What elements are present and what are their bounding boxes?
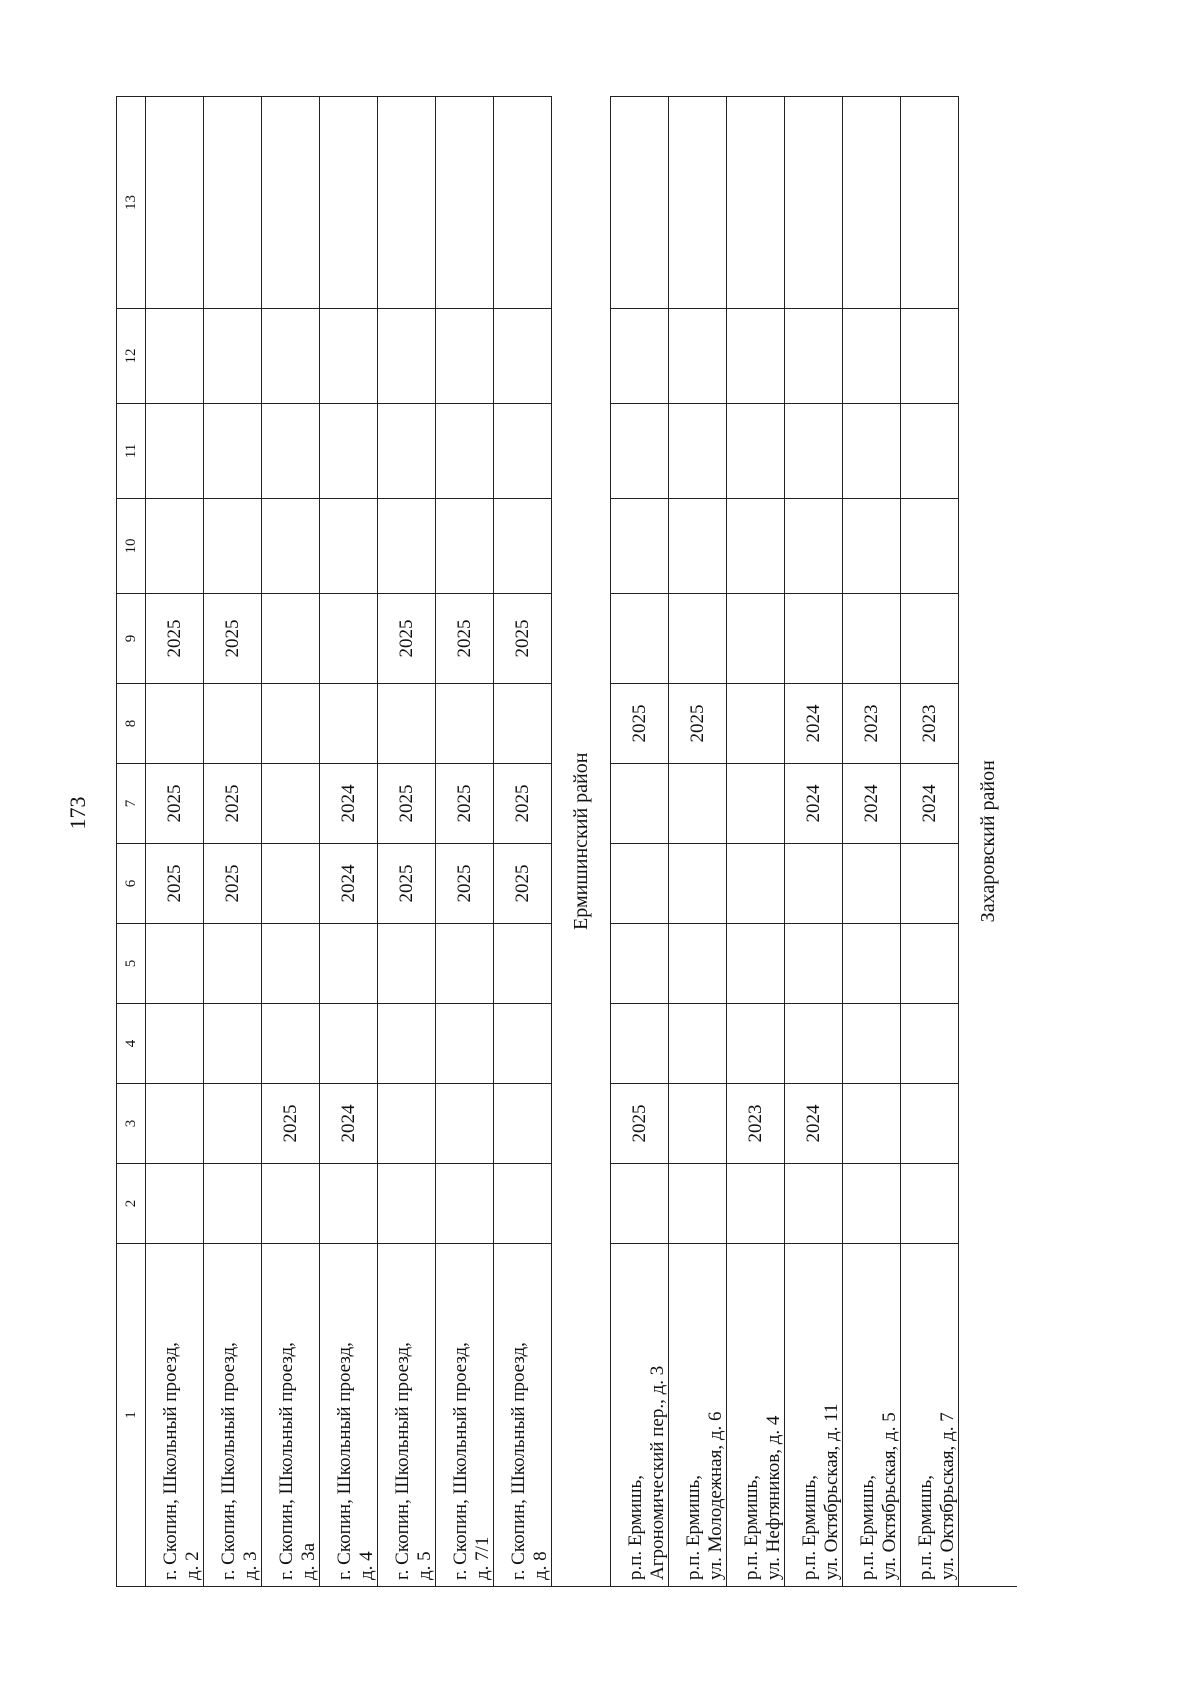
value-cell xyxy=(378,97,436,309)
table-row xyxy=(204,97,262,1587)
value-cell xyxy=(901,924,959,1004)
value-cell: 2024 xyxy=(843,764,901,844)
value-cell: 2025 xyxy=(204,594,262,684)
table-row xyxy=(146,97,204,1587)
value-cell xyxy=(611,309,669,404)
value-cell: 2025 xyxy=(204,844,262,924)
value-cell xyxy=(669,499,727,594)
value-cell xyxy=(669,1084,727,1164)
value-cell xyxy=(320,1004,378,1084)
value-cell xyxy=(204,1084,262,1164)
value-cell xyxy=(785,404,843,499)
value-cell xyxy=(727,1004,785,1084)
value-cell xyxy=(843,97,901,309)
value-cell xyxy=(320,309,378,404)
address-line: р.п. Ермишь, xyxy=(741,1475,763,1580)
value-cell xyxy=(785,924,843,1004)
address-line: ул. Октябрьская, д. 5 xyxy=(878,1412,900,1580)
value-cell xyxy=(262,594,320,684)
value-cell: 2025 xyxy=(378,594,436,684)
value-cell xyxy=(146,499,204,594)
address-cell xyxy=(901,1244,959,1587)
value-cell: 2024 xyxy=(320,764,378,844)
value-cell: 2024 xyxy=(785,764,843,844)
value-cell: 2024 xyxy=(901,764,959,844)
value-cell xyxy=(494,499,552,594)
value-cell: 2025 xyxy=(436,594,494,684)
column-header: 12 xyxy=(117,309,146,404)
value-cell xyxy=(727,97,785,309)
value-cell xyxy=(727,924,785,1004)
value-cell xyxy=(436,1004,494,1084)
address-line: д. 2 xyxy=(181,1551,203,1580)
value-cell xyxy=(146,1164,204,1244)
address-line: г. Скопин, Школьный проезд, xyxy=(392,1342,414,1580)
table-row xyxy=(436,97,494,1587)
value-cell xyxy=(494,1084,552,1164)
value-cell xyxy=(611,97,669,309)
value-cell: 2024 xyxy=(320,1084,378,1164)
value-cell xyxy=(204,924,262,1004)
value-cell xyxy=(494,924,552,1004)
value-cell xyxy=(843,924,901,1004)
value-cell xyxy=(611,1164,669,1244)
address-line: р.п. Ермишь, xyxy=(799,1475,821,1580)
column-header: 8 xyxy=(117,684,146,764)
value-cell xyxy=(785,1164,843,1244)
value-cell xyxy=(843,1164,901,1244)
value-cell xyxy=(146,924,204,1004)
value-cell: 2025 xyxy=(378,844,436,924)
value-cell: 2025 xyxy=(611,1084,669,1164)
column-header: 1 xyxy=(117,1244,146,1587)
district-row xyxy=(959,97,1018,1587)
value-cell xyxy=(669,1164,727,1244)
column-header: 13 xyxy=(117,97,146,309)
value-cell xyxy=(901,1004,959,1084)
value-cell xyxy=(843,404,901,499)
value-cell xyxy=(262,1004,320,1084)
value-cell xyxy=(378,1084,436,1164)
column-header: 7 xyxy=(117,764,146,844)
value-cell xyxy=(785,97,843,309)
value-cell xyxy=(901,594,959,684)
value-cell xyxy=(727,1164,785,1244)
value-cell: 2023 xyxy=(843,684,901,764)
address-cell xyxy=(611,1244,669,1587)
district-title: Ермишинский район xyxy=(552,97,611,1587)
value-cell xyxy=(262,404,320,499)
value-cell xyxy=(378,684,436,764)
value-cell xyxy=(611,404,669,499)
value-cell: 2024 xyxy=(785,684,843,764)
address-line: р.п. Ермишь, xyxy=(625,1475,647,1580)
value-cell xyxy=(320,1164,378,1244)
value-cell: 2024 xyxy=(320,844,378,924)
address-cell xyxy=(669,1244,727,1587)
value-cell xyxy=(843,1004,901,1084)
value-cell xyxy=(320,924,378,1004)
value-cell xyxy=(378,404,436,499)
value-cell xyxy=(320,404,378,499)
column-header-row xyxy=(117,97,146,1587)
address-line: д. 8 xyxy=(529,1551,551,1580)
value-cell xyxy=(436,684,494,764)
address-line: ул. Нефтяников, д. 4 xyxy=(762,1415,784,1580)
value-cell xyxy=(494,309,552,404)
value-cell xyxy=(669,1004,727,1084)
address-line: г. Скопин, Школьный проезд, xyxy=(334,1342,356,1580)
value-cell xyxy=(901,309,959,404)
address-line: г. Скопин, Школьный проезд, xyxy=(508,1342,530,1580)
value-cell xyxy=(611,764,669,844)
value-cell xyxy=(669,844,727,924)
value-cell: 2025 xyxy=(146,594,204,684)
address-line: р.п. Ермишь, xyxy=(683,1475,705,1580)
column-header: 6 xyxy=(117,844,146,924)
value-cell: 2025 xyxy=(146,764,204,844)
value-cell xyxy=(204,1004,262,1084)
value-cell: 2025 xyxy=(436,764,494,844)
table-row xyxy=(843,97,901,1587)
address-cell xyxy=(727,1244,785,1587)
address-line: г. Скопин, Школьный проезд, xyxy=(450,1342,472,1580)
value-cell xyxy=(727,404,785,499)
value-cell xyxy=(901,499,959,594)
address-line: г. Скопин, Школьный проезд, xyxy=(160,1342,182,1580)
value-cell xyxy=(436,404,494,499)
address-line: р.п. Ермишь, xyxy=(857,1475,879,1580)
value-cell xyxy=(320,97,378,309)
value-cell xyxy=(727,309,785,404)
value-cell xyxy=(378,1164,436,1244)
column-header: 11 xyxy=(117,404,146,499)
value-cell xyxy=(669,309,727,404)
value-cell: 2023 xyxy=(727,1084,785,1164)
value-cell xyxy=(843,1084,901,1164)
value-cell: 2023 xyxy=(901,684,959,764)
schedule-table xyxy=(116,96,1017,1587)
column-header: 4 xyxy=(117,1004,146,1084)
table-row xyxy=(262,97,320,1587)
district-row xyxy=(552,97,611,1587)
value-cell: 2025 xyxy=(494,764,552,844)
value-cell xyxy=(669,594,727,684)
value-cell xyxy=(611,844,669,924)
address-line: р.п. Ермишь, xyxy=(915,1475,937,1580)
address-line: д. 3 xyxy=(239,1551,261,1580)
value-cell xyxy=(262,97,320,309)
value-cell: 2025 xyxy=(146,844,204,924)
value-cell xyxy=(320,499,378,594)
value-cell: 2025 xyxy=(494,844,552,924)
column-header: 3 xyxy=(117,1084,146,1164)
value-cell xyxy=(204,1164,262,1244)
table-row xyxy=(320,97,378,1587)
value-cell xyxy=(262,309,320,404)
value-cell xyxy=(785,844,843,924)
value-cell xyxy=(727,764,785,844)
value-cell xyxy=(262,844,320,924)
value-cell xyxy=(785,309,843,404)
value-cell: 2025 xyxy=(436,844,494,924)
address-cell xyxy=(378,1244,436,1587)
value-cell xyxy=(669,764,727,844)
value-cell xyxy=(146,1084,204,1164)
value-cell xyxy=(378,1004,436,1084)
value-cell xyxy=(146,1004,204,1084)
rotated-table-container xyxy=(116,97,1076,1587)
value-cell xyxy=(378,309,436,404)
address-cell xyxy=(494,1244,552,1587)
value-cell xyxy=(436,97,494,309)
address-line: д. 3а xyxy=(297,1542,319,1580)
value-cell xyxy=(727,684,785,764)
value-cell xyxy=(611,924,669,1004)
address-line: г. Скопин, Школьный проезд, xyxy=(276,1342,298,1580)
address-cell xyxy=(204,1244,262,1587)
table-row xyxy=(378,97,436,1587)
value-cell xyxy=(785,499,843,594)
address-line: г. Скопин, Школьный проезд, xyxy=(218,1342,240,1580)
value-cell: 2025 xyxy=(669,684,727,764)
page-number: 173 xyxy=(65,796,90,830)
value-cell xyxy=(320,684,378,764)
value-cell xyxy=(436,1164,494,1244)
value-cell xyxy=(727,594,785,684)
value-cell xyxy=(436,499,494,594)
value-cell: 2024 xyxy=(785,1084,843,1164)
value-cell xyxy=(611,594,669,684)
address-line: ул. Молодежная, д. 6 xyxy=(704,1411,726,1580)
address-cell xyxy=(262,1244,320,1587)
value-cell xyxy=(204,404,262,499)
column-header: 5 xyxy=(117,924,146,1004)
address-line: д. 4 xyxy=(355,1551,377,1580)
value-cell xyxy=(262,924,320,1004)
value-cell xyxy=(901,1164,959,1244)
address-cell xyxy=(436,1244,494,1587)
address-line: ул. Октябрьская, д. 7 xyxy=(936,1412,958,1580)
value-cell xyxy=(727,844,785,924)
value-cell: 2025 xyxy=(378,764,436,844)
value-cell xyxy=(262,684,320,764)
value-cell xyxy=(611,1004,669,1084)
value-cell xyxy=(204,97,262,309)
address-cell xyxy=(785,1244,843,1587)
value-cell xyxy=(146,97,204,309)
address-line: ул. Октябрьская, д. 11 xyxy=(820,1403,842,1580)
table-row xyxy=(611,97,669,1587)
address-line: д. 5 xyxy=(413,1551,435,1580)
address-line: Агрономический пер., д. 3 xyxy=(646,1365,668,1580)
value-cell xyxy=(436,309,494,404)
value-cell: 2025 xyxy=(262,1084,320,1164)
value-cell xyxy=(146,309,204,404)
value-cell xyxy=(436,1084,494,1164)
table-row xyxy=(785,97,843,1587)
value-cell xyxy=(785,1004,843,1084)
value-cell xyxy=(611,499,669,594)
value-cell xyxy=(901,404,959,499)
value-cell xyxy=(901,97,959,309)
value-cell xyxy=(494,404,552,499)
value-cell xyxy=(204,499,262,594)
table-row xyxy=(494,97,552,1587)
table-row xyxy=(901,97,959,1587)
column-header: 9 xyxy=(117,594,146,684)
value-cell xyxy=(494,97,552,309)
value-cell xyxy=(436,924,494,1004)
value-cell xyxy=(785,594,843,684)
value-cell xyxy=(146,684,204,764)
value-cell: 2025 xyxy=(204,764,262,844)
table-row xyxy=(727,97,785,1587)
value-cell xyxy=(843,844,901,924)
value-cell xyxy=(843,594,901,684)
value-cell xyxy=(204,684,262,764)
value-cell xyxy=(494,1004,552,1084)
table-row xyxy=(669,97,727,1587)
value-cell xyxy=(669,404,727,499)
value-cell xyxy=(146,404,204,499)
value-cell xyxy=(901,1084,959,1164)
value-cell xyxy=(262,1164,320,1244)
value-cell xyxy=(378,499,436,594)
value-cell xyxy=(378,924,436,1004)
value-cell xyxy=(843,499,901,594)
value-cell xyxy=(843,309,901,404)
district-title: Захаровский район xyxy=(959,97,1018,1587)
address-line: д. 7/1 xyxy=(471,1536,493,1580)
table-body xyxy=(117,97,1018,1587)
address-cell xyxy=(843,1244,901,1587)
value-cell xyxy=(494,684,552,764)
column-header: 10 xyxy=(117,499,146,594)
value-cell xyxy=(669,97,727,309)
value-cell: 2025 xyxy=(611,684,669,764)
value-cell xyxy=(494,1164,552,1244)
column-header: 2 xyxy=(117,1164,146,1244)
value-cell xyxy=(204,309,262,404)
address-cell xyxy=(320,1244,378,1587)
value-cell xyxy=(727,499,785,594)
address-cell xyxy=(146,1244,204,1587)
value-cell xyxy=(901,844,959,924)
value-cell xyxy=(262,499,320,594)
value-cell xyxy=(669,924,727,1004)
value-cell xyxy=(262,764,320,844)
value-cell: 2025 xyxy=(494,594,552,684)
value-cell xyxy=(320,594,378,684)
